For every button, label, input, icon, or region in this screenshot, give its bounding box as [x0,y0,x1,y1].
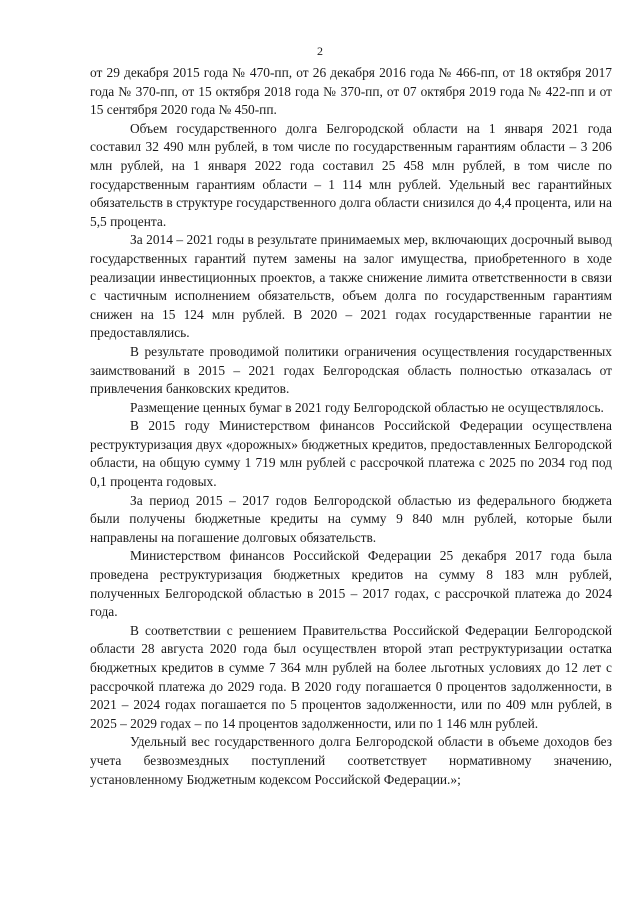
paragraph-debt-volume: Объем государственного долга Белгородской области на 1 января 2021 года составил 32 490 млн рублей, в том числе по государственным гарантиям области – 3 206 млн рублей, на 1 января 2022 года составил 25 458 млн рублей, в том числе по государственным гарантиям области – 1 114 млн рублей. Удельный вес гарантийных обязательств в структуре государственного долга области снизился до 4,4 процента, или на 5,5 процента. [90,120,612,229]
paragraph-restructuring-2015: В 2015 году Министерством финансов Российской Федерации осуществлена реструктуризация двух «дорожных» бюджетных кредитов, предоставленных Белгородской области, на общую сумму 1 719 млн рублей с рассрочкой платежа с 2025 по 2034 год под 0,1 процента годовых. [90,418,612,490]
document-body [90,64,612,789]
paragraph-continuation: от 29 декабря 2015 года № 470-пп, от 26 декабря 2016 года № 466-пп, от 18 октября 2017 года № 370-пп, от 15 октября 2018 года № 370-пп, от 07 октября 2019 года № 422-пп и от 15 сентября 2020 года № 450-пп. [90,65,612,118]
paragraph-restructuring-2020: В соответствии с решением Правительства Российской Федерации Белгородской области 28 августа 2020 года был осуществлен второй этап реструктуризации остатка бюджетных кредитов в сумме 7 364 млн рублей на более льготных условиях до 12 лет с рассрочкой платежа до 2029 года. В 2020 году погашается 0 процентов задолженности, в 2021 – 2024 годах погашается по 5 процентов задолженности, или по 409 млн рублей, в 2025 – 2029 годах – по 14 процентов задолженности, или по 1 146 млн рублей. [90,622,612,731]
paragraph-securities: Размещение ценных бумаг в 2021 году Белгородской областью не осуществлялось. [130,399,604,415]
paragraph-borrowing-policy: В результате проводимой политики ограничения осуществления государственных заимствований в 2015 – 2021 годах Белгородская область полностью отказалась от привлечения банковских кредитов. [90,343,612,397]
page-number: 2 [317,44,323,58]
paragraph-restructuring-2017: Министерством финансов Российской Федерации 25 декабря 2017 года была проведена реструктуризация бюджетных кредитов на сумму 8 183 млн рублей, полученных Белгородской областью в 2015 – 2017 годах, с рассрочкой платежа до 2024 года. [90,548,612,620]
paragraph-budget-credits: За период 2015 – 2017 годов Белгородской областью из федерального бюджета были получены бюджетные кредиты на сумму 9 840 млн рублей, которые были направлены на погашение долговых обязательств. [90,492,612,545]
paragraph-guarantees: За 2014 – 2021 годы в результате принимаемых мер, включающих досрочный вывод государственных гарантий путем замены на залог имущества, приобретенного в ходе реализации инвестиционных проектов, а также снижение лимита ответственности в связи с частичным исполнением обязательств, объем долга по государственным гарантиям снижен на 15 124 млн рублей. В 2020 – 2021 годах государственные гарантии не предоставлялись. [90,232,612,341]
paragraph-debt-ratio: Удельный вес государственного долга Белгородской области в объеме доходов без учета безвозмездных поступлений соответствует нормативному значению, установленному Бюджетным кодексом Российской Федерации.»; [90,734,612,787]
